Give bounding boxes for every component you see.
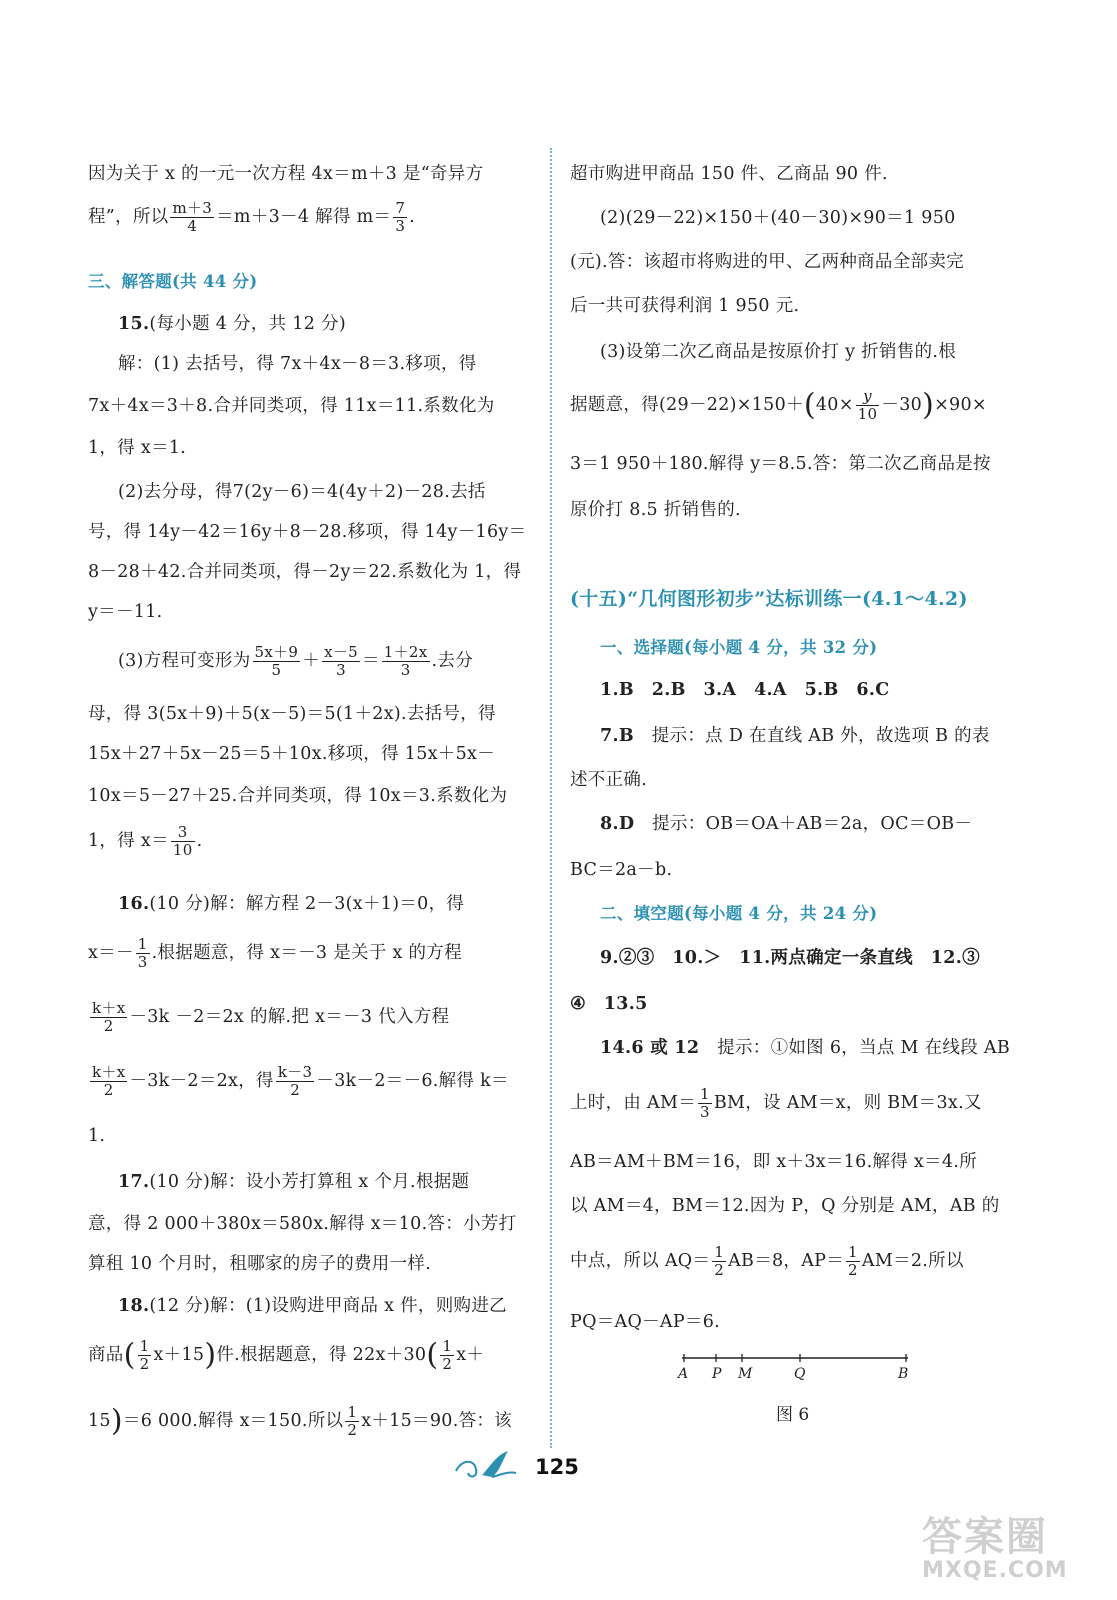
- text-line: AB＝AM＋BM＝16，即 x＋3x＝16.解得 x＝4.所: [570, 1152, 977, 1172]
- point-label-a: A: [678, 1366, 689, 1382]
- question-header: 18.(12 分)解：(1)设购进甲商品 x 件，则购进乙: [118, 1296, 507, 1316]
- question-header: 15.(每小题 4 分，共 12 分): [118, 314, 346, 334]
- text-line: 超市购进甲商品 150 件、乙商品 90 件.: [570, 164, 888, 184]
- page-ornament-icon: [452, 1445, 522, 1485]
- question-header: 17.(10 分)解：设小芳打算租 x 个月.根据题: [118, 1172, 470, 1192]
- text-line: 7x＋4x＝3＋8.合并同类项，得 11x＝11.系数化为: [88, 396, 495, 416]
- answer-line: 1.B 2.B 3.A 4.A 5.B 6.C: [600, 680, 890, 700]
- text-line: 原价打 8.5 折销售的.: [570, 500, 741, 520]
- text-line: 1，得 x＝1.: [88, 438, 187, 458]
- text-line: (3)方程可变形为 $\frac{5x+9}{5}$ ＋ $\frac{x-5}{3}$ ＝ $\frac{1+2x}{3}$ .去分: [118, 643, 473, 679]
- text-line: 以 AM＝4，BM＝12.因为 P，Q 分别是 AM，AB 的: [570, 1196, 1000, 1216]
- column-divider: [550, 148, 552, 1448]
- text-line: 中点，所以 AQ＝ $\frac{1}{2}$ AB＝8，AP＝ $\frac{1}{2}$ AM＝2.所以: [570, 1243, 964, 1279]
- text-line: 10x＝5－27＋25.合并同类项，得 10x＝3.系数化为: [88, 786, 508, 806]
- figure-caption: 图 6: [776, 1405, 810, 1425]
- text-line: 3＝1 950＋180.解得 y＝8.5.答：第二次乙商品是按: [570, 454, 991, 474]
- text-line: 15x＋27＋5x－25＝5＋10x.移项，得 15x＋5x－: [88, 744, 496, 764]
- question-header: 16.(10 分)解：解方程 2－3(x＋1)＝0，得: [118, 894, 465, 914]
- text-line: 据题意，得(29－22)×150＋(40× $\frac{y}{10}$ －30)×90×: [570, 387, 987, 423]
- watermark: 答案圈 MXQE.COM: [922, 1514, 1068, 1583]
- section-heading: 三、解答题(共 44 分): [88, 272, 258, 291]
- text-line: $\frac{k+x}{2}$ －3k－2＝2x，得 $\frac{k-3}{2}$ －3k－2＝－6.解得 k＝: [92, 1063, 509, 1099]
- answer-line: ④ 13.5: [570, 994, 648, 1014]
- text-line: PQ＝AQ－AP＝6.: [570, 1312, 721, 1332]
- text-line: BC＝2a－b.: [570, 860, 673, 880]
- question-header: 8.D 提示：OB＝OA＋AB＝2a，OC＝OB－: [600, 814, 973, 834]
- text-line: 后一共可获得利润 1 950 元.: [570, 296, 800, 316]
- point-label-b: B: [898, 1366, 909, 1382]
- text-line: 因为关于 x 的一元一次方程 4x＝m＋3 是“奇异方: [88, 164, 484, 184]
- section-title: (十五)“几何图形初步”达标训练一(4.1～4.2): [570, 588, 968, 610]
- text-line: (3)设第二次乙商品是按原价打 y 折销售的.根: [600, 342, 957, 362]
- text-line: (元).答：该超市将购进的甲、乙两种商品全部卖完: [570, 252, 964, 272]
- point-label-q: Q: [794, 1366, 806, 1382]
- text-line: 程”，所以 $\frac{m+3}{4}$ ＝m＋3－4 解得 m＝ $\frac{7}{3}$ .: [88, 199, 416, 235]
- text-line: 号，得 14y－42＝16y＋8－28.移项，得 14y－16y＝: [88, 522, 527, 542]
- question-header: 7.B 提示：点 D 在直线 AB 外，故选项 B 的表: [600, 726, 990, 746]
- text-line: x＝－ $\frac{1}{3}$ .根据题意，得 x＝－3 是关于 x 的方程: [88, 935, 462, 971]
- text-line: 15)＝6 000.解得 x＝150.所以 $\frac{1}{2}$ x＋15＝90.答：该: [88, 1403, 512, 1439]
- text-line: 母，得 3(5x＋9)＋5(x－5)＝5(1＋2x).去括号，得: [88, 704, 496, 724]
- text-line: y＝－11.: [88, 602, 163, 622]
- segment-figure: [676, 1350, 916, 1390]
- text-line: 意，得 2 000＋380x＝580x.解得 x＝10.答：小芳打: [88, 1214, 517, 1234]
- answer-line: 9.②③ 10.＞ 11.两点确定一条直线 12.③: [600, 948, 980, 968]
- text-line: 商品( $\frac{1}{2}$ x＋15)件.根据题意，得 22x＋30( $\frac{1}{2}$ x＋: [88, 1337, 485, 1373]
- text-line: 述不正确.: [570, 770, 648, 790]
- text-line: 1.: [88, 1126, 106, 1146]
- text-line: (2)去分母，得7(2y－6)＝4(4y＋2)－28.去括: [118, 482, 486, 502]
- question-header: 14.6 或 12 提示：①如图 6，当点 M 在线段 AB: [600, 1038, 1010, 1058]
- text-line: 上时，由 AM＝ $\frac{1}{3}$ BM，设 AM＝x，则 BM＝3x.又: [570, 1085, 982, 1121]
- point-label-p: P: [712, 1366, 722, 1382]
- text-line: $\frac{k+x}{2}$ －3k －2＝2x 的解.把 x＝－3 代入方程: [92, 999, 450, 1035]
- text-line: 8－28＋42.合并同类项，得－2y＝22.系数化为 1，得: [88, 562, 522, 582]
- section-heading: 一、选择题(每小题 4 分，共 32 分): [600, 638, 878, 657]
- page-number: 125: [535, 1455, 579, 1479]
- text-line: 1，得 x＝ $\frac{3}{10}$ .: [88, 823, 203, 859]
- text-line: 解：(1) 去括号，得 7x＋4x－8＝3.移项，得: [118, 354, 477, 374]
- text-line: (2)(29－22)×150＋(40－30)×90＝1 950: [600, 208, 956, 228]
- text-line: 算租 10 个月时，租哪家的房子的费用一样.: [88, 1254, 432, 1274]
- point-label-m: M: [738, 1366, 753, 1382]
- section-heading: 二、填空题(每小题 4 分，共 24 分): [600, 904, 878, 923]
